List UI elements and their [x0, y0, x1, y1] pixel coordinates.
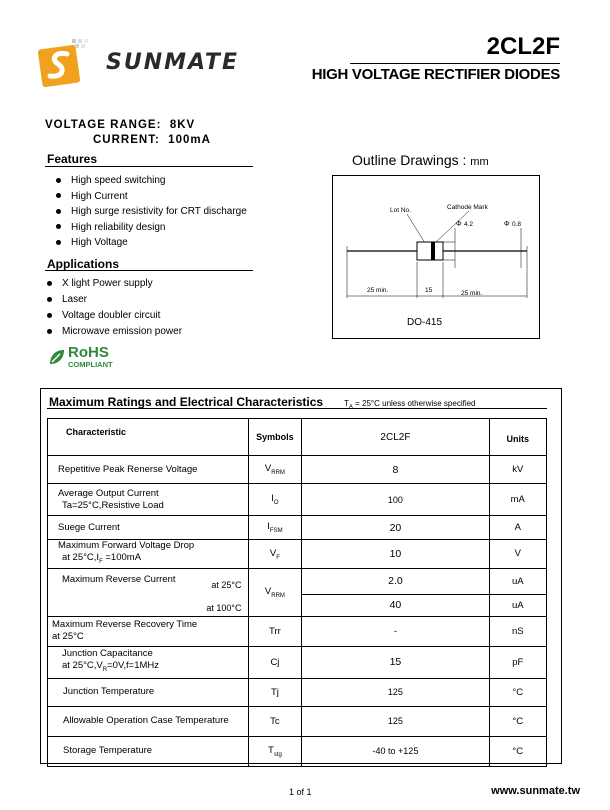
outline-drawings-title: Outline Drawings : mm [352, 152, 489, 168]
header-units: Units [489, 419, 546, 456]
table-row: Allowable Operation Case Temperature Tc 125 °C [48, 706, 547, 736]
applications-divider [45, 270, 253, 271]
table-row: Maximum Reverse Current at 25°C at 100°C $V_{RRM}$ 2.0 uA [48, 568, 547, 594]
header-characteristic: Characteristic [48, 419, 249, 456]
table-row: Junction Capacitance at $25^\circ C,V_R=0V,f=1MHz$ Cj 15 pF [48, 646, 547, 678]
package-name: DO-415 [407, 317, 443, 328]
table-row: Repetitive Peak Renerse Voltage $V_{RRM}$ 8 kV [48, 456, 547, 484]
table-row: Maximum Forward Voltage Drop at $25^\circ C,I_F =100mA$ $V_F$ 10 V [48, 540, 547, 569]
diode-outline-drawing [333, 176, 539, 338]
list-item: High reliability design [56, 220, 247, 236]
current-label: CURRENT: [93, 134, 160, 146]
bullet-icon [56, 178, 61, 183]
table-header-row [48, 419, 547, 456]
features-divider [45, 166, 253, 167]
sunmate-logo-icon [34, 35, 92, 93]
header-symbols: Symbols [248, 419, 302, 456]
applications-list [47, 276, 182, 340]
bullet-icon [47, 329, 52, 334]
header-part: 2CL2F [302, 419, 489, 456]
current-rating [93, 134, 211, 146]
table-row: Maximum Reverse Recovery Time at 25°C Trr - nS [48, 616, 547, 646]
table-row: Suege Current $I_{FSM}$ 20 A [48, 516, 547, 540]
left-lead-length: 25 min. [367, 287, 389, 294]
list-item: High surge resistivity for CRT discharge [56, 204, 247, 220]
bullet-icon [56, 193, 61, 198]
header-divider [350, 63, 560, 64]
list-item: High Current [56, 189, 247, 205]
outline-unit: mm [470, 156, 489, 168]
table-row: Junction Temperature Tj 125 °C [48, 678, 547, 706]
outline-drawing-box [332, 175, 540, 339]
document-subtitle: HIGH VOLTAGE RECTIFIER DIODES [311, 66, 560, 83]
ratings-table [47, 418, 547, 767]
list-item: Microwave emission power [47, 324, 182, 340]
body-length: 15 [425, 287, 433, 294]
rohs-title: RoHS [68, 344, 109, 361]
website-link[interactable]: www.sunmate.tw [491, 785, 580, 797]
bullet-icon [47, 281, 52, 286]
bullet-icon [56, 209, 61, 214]
current-value: 100mA [168, 134, 211, 146]
svg-text:Φ: Φ [456, 221, 462, 228]
cathode-mark-label: Cathode Mark [447, 204, 488, 211]
voltage-range [45, 119, 195, 131]
bullet-icon [47, 313, 52, 318]
rohs-leaf-icon [47, 347, 67, 367]
voltage-range-label: VOLTAGE RANGE: [45, 119, 162, 131]
lead-diameter: 0.8 [512, 221, 522, 228]
bullet-icon [56, 240, 61, 245]
ratings-table-title-rule [47, 408, 547, 409]
list-item: High speed switching [56, 173, 247, 189]
ratings-table-title: Maximum Ratings and Electrical Characteristics [49, 395, 324, 409]
list-item: Voltage doubler circuit [47, 308, 182, 324]
list-item: X light Power supply [47, 276, 182, 292]
list-item: High Voltage [56, 235, 247, 251]
bullet-icon [47, 297, 52, 302]
body-diameter: 4.2 [464, 221, 474, 228]
right-lead-length: 25 min. [461, 290, 483, 297]
svg-text:Φ: Φ [504, 221, 510, 228]
list-item: Laser [47, 292, 182, 308]
ratings-table-conditions: $T_A = 25^\circ C$ unless otherwise specified [344, 399, 476, 411]
applications-heading: Applications [47, 257, 120, 271]
table-row: Average Output Current Ta=25°C,Resistive Load $I_O$ 100 mA [48, 484, 547, 516]
table-row: Storage Temperature $T_{stg}$ -40 to +125 °C [48, 736, 547, 766]
brand-logo-text: SUNMATE [106, 50, 239, 75]
bullet-icon [56, 224, 61, 229]
features-list [56, 173, 247, 251]
lot-no-label: Lot No. [390, 207, 411, 214]
features-heading: Features [47, 152, 98, 166]
voltage-range-value: 8KV [169, 119, 196, 131]
table-row: 40 uA [48, 594, 547, 616]
page-number: 1 of 1 [289, 787, 312, 797]
rohs-subtitle: COMPLIANT [68, 360, 113, 369]
part-number: 2CL2F [486, 33, 560, 60]
